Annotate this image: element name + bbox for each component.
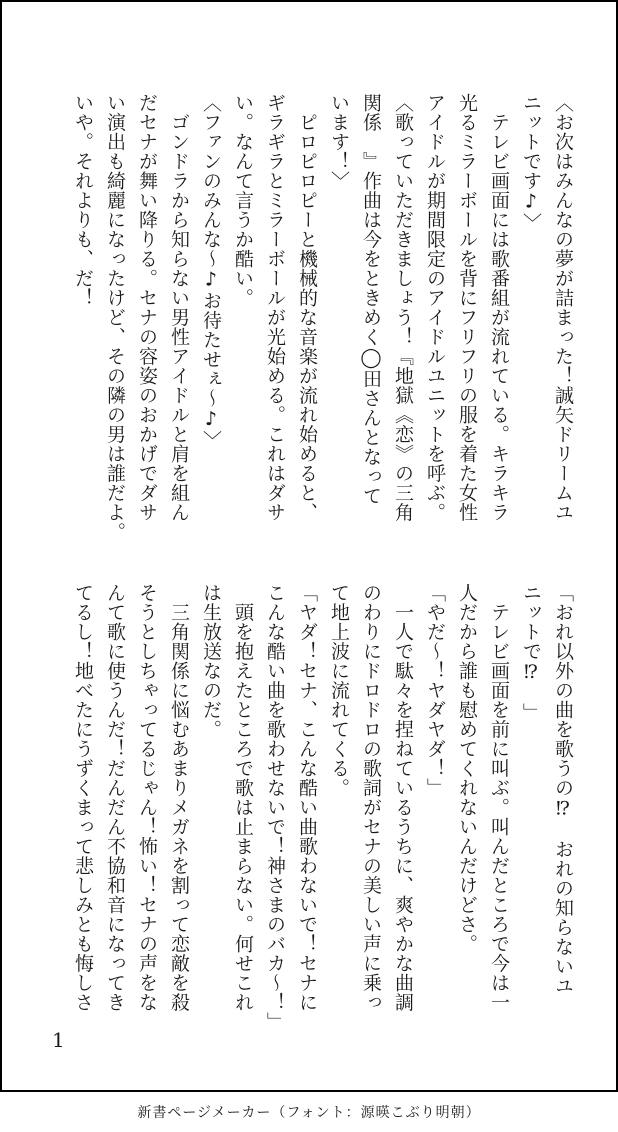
text-line: 〈ファンのみんな〜♪お待たせぇ〜♪〉 <box>200 93 222 450</box>
text-line: 光るミラーボールを背にフリフリの服を着た女性 <box>456 93 478 522</box>
text-line: そうとしちゃってるじゃん！怖い！セナの声をな <box>136 583 158 1012</box>
lower-text-block <box>67 583 579 1045</box>
text-line: ギラギラとミラーボールが光始める。これはダサ <box>264 93 286 522</box>
text-line: テレビ画面には歌番組が流れている。キラキラ <box>488 93 510 522</box>
text-line: ニットです♪〉 <box>520 93 542 233</box>
text-line: 「ヤダ！セナ、こんな酷い曲歌わないで！セナに <box>296 583 318 1012</box>
text-line: 頭を抱えたところで歌は止まらない。何せこれ <box>232 583 254 1012</box>
page-number: 1 <box>52 1028 65 1052</box>
text-line: 関係 』作曲は今をときめく◯田さんとなって <box>360 93 382 506</box>
text-line: い演出も綺麗になったけど、その隣の男は誰だよ。 <box>104 93 126 542</box>
text-line: 三角関係に悩むあまりメガネを割って恋敵を殺 <box>168 583 190 1012</box>
text-line: んて歌に使うんだ！だんだん不協和音になってき <box>104 583 126 1012</box>
text-line: いや。それよりも、だ！ <box>72 93 94 308</box>
text-line: テレビ画面を前に叫ぶ。叫んだところで今は一 <box>488 583 510 1012</box>
text-line: 〈歌っていただきましょう！『地獄《恋》の三角 <box>392 93 414 522</box>
text-line: います！〉 <box>328 93 350 191</box>
text-line: て地上波に流れてくる。 <box>328 583 350 798</box>
text-line: ピロピロピーと機械的な音楽が流れ始めると、 <box>296 93 318 522</box>
upper-text-block <box>67 93 579 555</box>
text-line: ニットで⁉ 」 <box>520 583 542 723</box>
text-line: 一人で駄々を捏ねているうちに、爽やかな曲調 <box>392 583 414 1012</box>
text-line: 〈お次はみんなの夢が詰まった！誠矢ドリームユ <box>552 93 574 522</box>
text-line: のわりにドロドロの歌詞がセナの美しい声に乗っ <box>360 583 382 1012</box>
text-line: は生放送なのだ。 <box>200 583 222 739</box>
text-line: ゴンドラから知らない男性アイドルと肩を組ん <box>168 93 190 522</box>
text-line: 「やだ〜！ヤダヤダ！」 <box>424 583 446 798</box>
text-line: 「おれ以外の曲を歌うの⁉ おれの知らないユ <box>552 583 574 996</box>
text-line: こんな酷い曲を歌わせないで！神さまのバカ〜！」 <box>264 583 286 1032</box>
text-line: い。なんて言うか酷い。 <box>232 93 254 308</box>
text-line: てるし！地べたにうずくまって悲しみとも悔しさ <box>72 583 94 1012</box>
footer-caption: 新書ページメーカー（フォント：源暎こぶり明朝） <box>0 1092 618 1132</box>
text-line: アイドルが期間限定のアイドルユニットを呼ぶ。 <box>424 93 446 522</box>
text-line: だセナが舞い降りる。セナの容姿のおかげでダサ <box>136 93 158 522</box>
text-line: 人だから誰も慰めてくれないんだけどさ。 <box>456 583 478 954</box>
